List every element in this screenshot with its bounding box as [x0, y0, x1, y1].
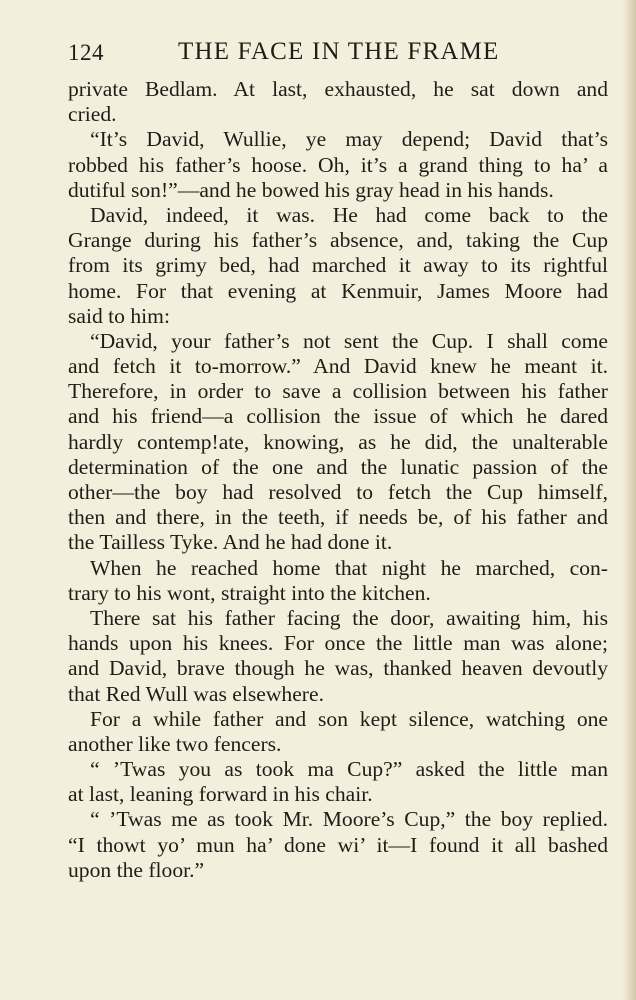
text-line: then and there, in the teeth, if needs be, of his father and	[68, 505, 608, 530]
text-line: hands upon his knees. For once the little man was alone;	[68, 631, 608, 656]
text-line: dutiful son!”—and he bowed his gray head in his hands.	[68, 177, 554, 202]
text-line: another like two fencers.	[68, 731, 282, 756]
text-line: and fetch it to-morrow.” And David knew he meant it.	[68, 354, 608, 379]
running-title: THE FACE IN THE FRAME	[178, 38, 500, 65]
text-line: hardly contemp!ate, knowing, as he did, the unalterable	[68, 429, 608, 454]
text-line: upon the floor.”	[68, 857, 205, 882]
text-line: said to him:	[68, 303, 170, 328]
page-number: 124	[68, 40, 104, 65]
text-line: “David, your father’s not sent the Cup. I shall come	[90, 328, 608, 353]
text-line: Therefore, in order to save a collision between his father	[68, 379, 608, 404]
text-line: at last, leaning forward in his chair.	[68, 782, 373, 807]
text-line: When he reached home that night he marched, con-	[90, 555, 608, 580]
page-edge	[622, 0, 636, 1000]
text-line: David, indeed, it was. He had come back to the	[90, 202, 608, 227]
text-line: For a while father and son kept silence, watching one	[90, 706, 608, 731]
text-line: other—the boy had resolved to fetch the Cup himself,	[68, 480, 608, 504]
text-line: from its grimy bed, had marched it away to its rightful	[68, 253, 608, 278]
text-line: “ ’Twas you as took ma Cup?” asked the little man	[90, 757, 608, 782]
text-line: private Bedlam. At last, exhausted, he sat down and	[68, 77, 608, 101]
text-line: that Red Wull was elsewhere.	[68, 681, 324, 706]
text-line: the Tailless Tyke. And he had done it.	[68, 530, 393, 555]
text-line: “It’s David, Wullie, ye may depend; David that’s	[90, 127, 608, 152]
text-line: and his friend—a collision the issue of which he dared	[68, 404, 608, 429]
text-line: Grange during his father’s absence, and, taking the Cup	[68, 228, 608, 253]
text-line: There sat his father facing the door, awaiting him, his	[90, 605, 608, 630]
text-line: home. For that evening at Kenmuir, James Moore had	[68, 278, 608, 303]
text-line: robbed his father’s hoose. Oh, it’s a grand thing to ha’ a	[68, 152, 608, 177]
text-line: trary to his wont, straight into the kitchen.	[68, 580, 431, 605]
body-text	[68, 77, 608, 883]
running-header	[68, 38, 608, 74]
text-line: “ ’Twas me as took Mr. Moore’s Cup,” the boy replied.	[90, 807, 608, 832]
text-line: cried.	[68, 102, 117, 127]
text-line: “I thowt yo’ mun ha’ done wi’ it—I found it all bashed	[68, 832, 608, 857]
text-line: and David, brave though he was, thanked heaven devoutly	[68, 656, 608, 681]
text-line: determination of the one and the lunatic passion of the	[68, 454, 608, 479]
